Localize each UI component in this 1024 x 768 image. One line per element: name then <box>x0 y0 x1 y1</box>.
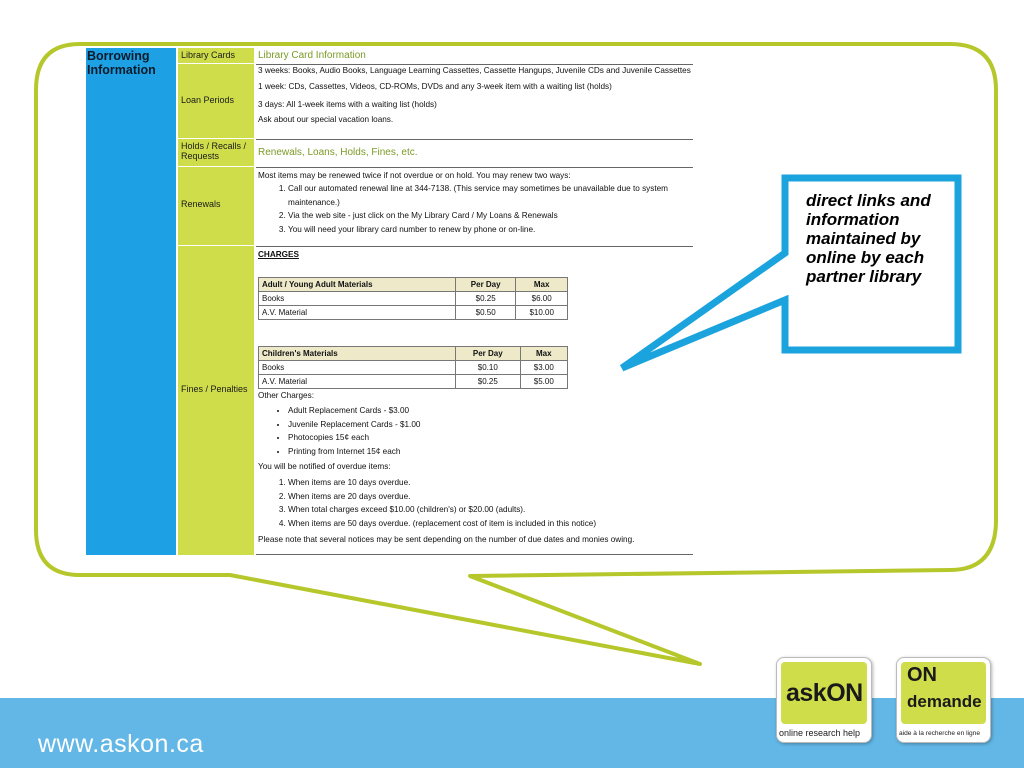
table-cell: Books <box>259 292 456 306</box>
table-cell: A.V. Material <box>259 306 456 320</box>
renewals-intro: Most items may be renewed twice if not overdue or on hold. You may renew two ways: <box>258 171 571 180</box>
footer-url[interactable]: www.askon.ca <box>38 730 204 758</box>
askon-word-ask: ask <box>786 679 827 707</box>
askon-logo[interactable] <box>776 657 872 743</box>
table-header: Max <box>520 347 567 361</box>
list-item: 1. Call our automated renewal line at 344-7138. (This service may sometimes be unavailable due to system maintenance.) <box>288 182 691 209</box>
table-cell: $0.25 <box>456 375 521 389</box>
table-cell: $0.10 <box>456 361 521 375</box>
label-holds[interactable]: Holds / Recalls / Requests <box>178 139 254 166</box>
table-cell: $0.50 <box>456 306 516 320</box>
ondemande-word-demande: demande <box>907 692 982 711</box>
list-item: 3. You will need your library card number to renew by phone or on-line. <box>288 223 691 237</box>
askon-word-on: ON <box>826 679 863 707</box>
label-library-cards[interactable]: Library Cards <box>178 48 254 63</box>
label-fines: Fines / Penalties <box>178 246 254 555</box>
library-card-info-link[interactable]: Library Card Information <box>258 50 366 61</box>
charges-heading: CHARGES <box>258 250 299 259</box>
askon-logo-badge <box>781 662 867 724</box>
table-cell: $5.00 <box>520 375 567 389</box>
list-item: 3. When total charges exceed $10.00 (children's) or $20.00 (adults). <box>288 503 691 517</box>
list-item: 4. When items are 50 days overdue. (replacement cost of item is included in this notice) <box>288 517 691 531</box>
loan-line: 1 week: CDs, Cassettes, Videos, CD-ROMs, DVDs and any 3-week item with a waiting list (holds) <box>258 82 612 91</box>
ondemande-logo[interactable] <box>896 657 991 743</box>
table-cell: Books <box>259 361 456 375</box>
askon-caption: online research help <box>779 728 861 738</box>
label-renewals: Renewals <box>178 167 254 245</box>
ondemande-word-on: ON <box>907 664 937 686</box>
list-item: • Adult Replacement Cards - $3.00 <box>288 404 691 418</box>
table-header: Children's Materials <box>259 347 456 361</box>
ondemande-caption: aide à la recherche en ligne <box>899 730 981 737</box>
label-loan-periods: Loan Periods <box>178 64 254 138</box>
askon-wordmark <box>786 679 863 708</box>
table-header: Per Day <box>456 278 516 292</box>
renewals-loans-link[interactable]: Renewals, Loans, Holds, Fines, etc. <box>256 139 693 166</box>
list-item: • Juvenile Replacement Cards - $1.00 <box>288 418 691 432</box>
loan-line: Ask about our special vacation loans. <box>258 115 394 124</box>
loan-line: 3 weeks: Books, Audio Books, Language Learning Cassettes, Cassette Hangups, Juvenile CDs and Juvenile Cassettes <box>258 66 691 75</box>
sidebar-title: Borrowing Information <box>87 49 156 77</box>
notice-note: Please note that several notices may be sent depending on the number of due dates and monies owing. <box>258 535 635 544</box>
loan-line: 3 days: All 1-week items with a waiting list (holds) <box>258 100 437 109</box>
table-cell: $0.25 <box>456 292 516 306</box>
table-header: Max <box>516 278 568 292</box>
table-cell: A.V. Material <box>259 375 456 389</box>
table-header: Adult / Young Adult Materials <box>259 278 456 292</box>
table-cell: $10.00 <box>516 306 568 320</box>
notify-label: You will be notified of overdue items: <box>258 462 391 471</box>
other-charges-label: Other Charges: <box>258 391 314 400</box>
ondemande-logo-badge <box>901 662 986 724</box>
list-item: 1. When items are 10 days overdue. <box>288 476 691 490</box>
callout-text: direct links and information maintained by online by each partner library <box>806 191 931 286</box>
table-cell: $3.00 <box>520 361 567 375</box>
list-item: 2. When items are 20 days overdue. <box>288 490 691 504</box>
list-item: 2. Via the web site - just click on the My Library Card / My Loans & Renewals <box>288 209 691 223</box>
table-cell: $6.00 <box>516 292 568 306</box>
list-item: • Photocopies 15¢ each <box>288 431 691 445</box>
table-header: Per Day <box>456 347 521 361</box>
list-item: • Printing from Internet 15¢ each <box>288 445 691 459</box>
